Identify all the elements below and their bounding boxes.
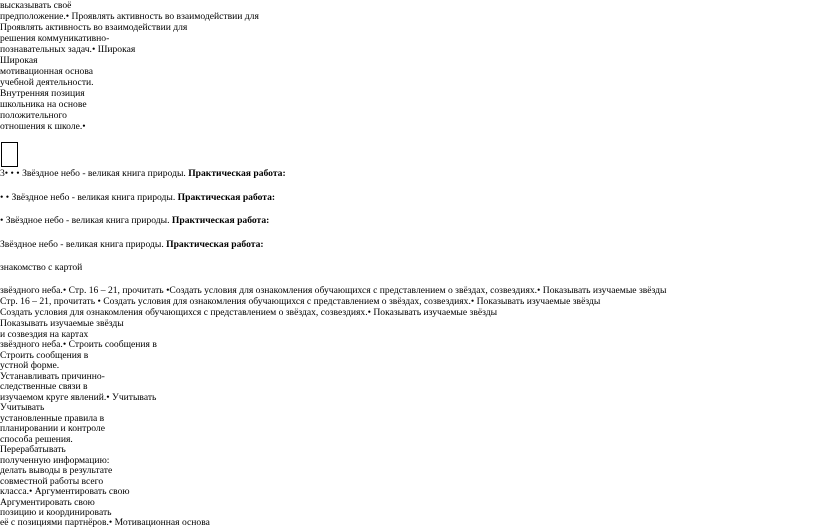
text-line: высказывать своё <box>0 0 72 11</box>
text-line: изучаемом круге явлений.• Учитывать <box>0 392 157 403</box>
text-line: Создать условия для ознакомления обучающихся с представлением о звёздах, созвездиях.• Показывать изучаемые звёзды <box>0 307 498 318</box>
lesson-heading: Звёздное небо - великая книга природы. Практическая работа: <box>0 239 264 250</box>
lesson-heading: • Звёздное небо - великая книга природы. Практическая работа: <box>0 215 270 226</box>
empty-table-cell <box>1 142 18 167</box>
text-line: Устанавливать причинно- <box>0 371 105 382</box>
text-line: её с позициями партнёров.• Мотивационная основа <box>0 517 210 528</box>
text-line: следственные связи в <box>0 381 88 392</box>
text-line: познавательных задач.• Широкая <box>0 44 136 55</box>
text-line: предположение.• Проявлять активность во взаимодействии для <box>0 11 259 22</box>
text-line: делать выводы в результате <box>0 465 113 476</box>
lesson-heading: • • Звёздное небо - великая книга природы. Практическая работа: <box>0 192 276 203</box>
text-line: звёздного неба.• Строить сообщения в <box>0 339 157 350</box>
text-line: способа решения. <box>0 434 73 445</box>
text-line: устной форме. <box>0 360 60 371</box>
text-line: отношения к школе.• <box>0 121 86 132</box>
text-line: положительного <box>0 110 67 121</box>
text-line: совместной работы всего <box>0 476 104 487</box>
lesson-heading: 3• • • Звёздное небо - великая книга природы. Практическая работа: <box>0 168 286 179</box>
text-line: полученную информацию: <box>0 455 110 466</box>
text-line: Перерабатывать <box>0 444 66 455</box>
text-line: класса.• Аргументировать свою <box>0 486 130 497</box>
text-line: Аргументировать свою <box>0 497 95 508</box>
text-line: звёздного неба.• Стр. 16 – 21, прочитать •Создать условия для ознакомления обучающихся с представлением о звёздах, созвездиях.• Показывать изучаемые звёзды <box>0 285 667 296</box>
text-line: знакомство с картой <box>0 262 83 273</box>
text-line: Показывать изучаемые звёзды <box>0 318 124 329</box>
text-line: и созвездия на картах <box>0 329 89 340</box>
text-line: планировании и контроле <box>0 423 105 434</box>
text-line: Стр. 16 – 21, прочитать • Создать условия для ознакомления обучающихся с представлением о звёздах, созвездиях.• Показывать изучаемые звёзды <box>0 296 601 307</box>
text-line: Проявлять активность во взаимодействии для <box>0 22 188 33</box>
text-line: Широкая <box>0 55 38 66</box>
text-line: Внутренняя позиция <box>0 88 85 99</box>
text-line: установленные правила в <box>0 413 105 424</box>
text-line: учебной деятельности. <box>0 77 94 88</box>
text-line: решения коммуникативно- <box>0 33 110 44</box>
text-line: позицию и координировать <box>0 507 112 518</box>
text-line: мотивационная основа <box>0 66 94 77</box>
text-line: Строить сообщения в <box>0 350 89 361</box>
text-line: школьника на основе <box>0 99 87 110</box>
text-line: Учитывать <box>0 402 45 413</box>
